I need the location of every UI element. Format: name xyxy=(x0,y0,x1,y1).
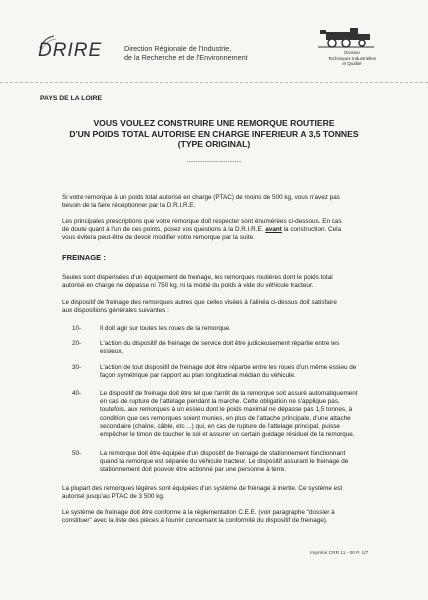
drire-logo xyxy=(30,30,103,61)
freinage-p3-line-2: autorisé jusqu'au PTAC de 3 500 kg. xyxy=(62,493,165,501)
item-4-line-5: secondaire (chaîne, câble, etc ...) qui, en cas de rupture de l'attelage principal, puisse xyxy=(100,422,340,430)
intro-p2-line-1: Les principales prescriptions que votre remorque doit respecter sont énumérées ci-dessous. En cas xyxy=(62,218,342,225)
logo-text: DRIRE xyxy=(38,40,103,61)
intro-p2-text-a: de doute quant à l'un de ces points, posez vos questions à la D.R.I.R.E. xyxy=(62,226,266,234)
freinage-paragraph-1 xyxy=(62,274,392,290)
freinage-paragraph-3 xyxy=(62,485,392,501)
intro-p2-text-c: la construction. Cela xyxy=(281,226,342,234)
ministry-line-1: Division xyxy=(344,50,360,55)
item-3-line-1: L'action de tout dispositif de freinage doit être répartie entre les roues d'un même essieu de xyxy=(100,364,357,371)
intro-p2-line-2 xyxy=(62,226,392,234)
item-number: 20- xyxy=(72,340,82,347)
item-5-line-3: stationnement doit pouvoir être actionné par une personne à terre. xyxy=(100,466,287,474)
title-line-1: VOUS VOULEZ CONSTRUIRE UNE REMORQUE ROUTIERE xyxy=(93,118,335,128)
title-separator: ------------------------ xyxy=(186,159,242,165)
intro-p1-line-2: besoin de la faire réceptionner par la D.R.I.R.E. xyxy=(62,202,196,210)
item-4-line-3: toutefois, aux remorques à un essieu dont le poids maximal ne dépasse pas 1,5 tonnes, à xyxy=(100,406,353,414)
list-item xyxy=(100,325,392,333)
freinage-p3-line-1: La plupart des remorques légères sont équipées d'un système de freinage à inertie. Ce système est xyxy=(62,485,343,492)
item-5-line-1: La remorque doit être équipée d'un dispositif de freinage de stationnement fonctionnant xyxy=(100,450,346,457)
freinage-paragraph-4 xyxy=(62,509,392,525)
list-item xyxy=(100,450,392,475)
freinage-p1-line-2: autorisé en charge ne dépasse ni 750 kg, ni la moitié du poids à vide du véhicule tracteur. xyxy=(62,282,314,290)
intro-p2-emphasis: avant xyxy=(265,226,282,234)
list-item xyxy=(100,340,392,356)
direction-line-1: Direction Régionale de l'Industrie, xyxy=(124,44,232,53)
item-5-line-2: quand la remorque est séparée du véhicule tracteur. Le dispositif assurant le freinage de xyxy=(100,458,349,466)
locomotive-icon xyxy=(312,24,392,50)
intro-paragraph-1 xyxy=(62,194,392,210)
freinage-p2-line-2: aux dispositions générales suivantes : xyxy=(62,307,169,315)
direction-regionale xyxy=(124,44,304,62)
item-4-line-6: empêcher le timon de toucher le sol et assurer un certain guidage résiduel de la remorque. xyxy=(100,431,355,439)
footer-imprime: Imprimé CRR 11 - 00 P. 1/7 xyxy=(310,551,369,556)
freinage-p4-line-2: constituer" avec la liste des pièces à fournir concernant la conformité du dispositif de freinage). xyxy=(62,517,328,525)
item-4-line-2: en cas de rupture de l'attelage pendant la marche. Cette obligation ne s'applique pas, xyxy=(100,398,340,406)
intro-paragraph-2 xyxy=(62,218,392,243)
freinage-heading: FREINAGE : xyxy=(62,253,106,262)
item-number: 50- xyxy=(72,450,82,457)
list-item xyxy=(100,390,392,439)
ministry-line-3: et Qualité xyxy=(342,61,362,67)
item-2-line-1: L'action du dispositif de freinage de service doit être judicieusement répartie entre les xyxy=(100,340,340,347)
header-divider xyxy=(0,82,428,83)
freinage-p2-line-1: Le dispositif de freinage des remorques autres que celles visées à l'alinéa ci-dessus doit satisfaire xyxy=(62,299,337,306)
item-number: 10- xyxy=(72,325,82,332)
direction-line-2: de la Recherche et de l'Environnement xyxy=(124,53,248,62)
list-item xyxy=(100,364,392,380)
intro-p2-line-3: vous évitera peut-être de devoir modifier votre remorque par la suite. xyxy=(62,234,255,242)
freinage-p1-line-1: Seules sont dispensées d'un équipement de freinage, les remorques routières dont le poids total xyxy=(62,274,333,281)
title-line-3: (TYPE ORIGINAL) xyxy=(177,139,251,150)
item-number: 30- xyxy=(72,364,82,371)
item-3-line-2: façon symétrique par rapport au plan longitudinal médian du véhicule. xyxy=(100,372,296,380)
document-title xyxy=(40,118,388,150)
ministry-line-2: Techniques Industrielles xyxy=(327,55,377,61)
item-4-line-4: condition que ces remorques soient munies, en plus de l'attache principale, d'une attache xyxy=(100,414,351,422)
item-1-line-1: Il doit agir sur toutes les roues de la remorque. xyxy=(100,325,231,332)
freinage-p4-line-1: Le système de freinage doit être conforme à la réglementation C.E.E. (voir paragraphe "dossier à xyxy=(62,509,335,516)
region-label: PAYS DE LA LOIRE xyxy=(40,95,103,102)
freinage-paragraph-2 xyxy=(62,299,392,315)
title-line-2: D'UN POIDS TOTAL AUTORISE EN CHARGE INFERIEUR A 3,5 TONNES xyxy=(69,128,359,139)
ministry-emblem xyxy=(312,24,392,50)
item-number: 40- xyxy=(72,390,82,397)
ministry-division xyxy=(322,50,382,67)
item-4-line-1: Le dispositif de freinage doit être tel que l'arrêt de la remorque soit assuré automatiquement xyxy=(100,390,358,397)
item-2-line-2: essieux. xyxy=(100,348,124,356)
intro-p1-line-1: Si votre remorque à un poids total autorisé en charge (PTAC) de moins de 500 kg, vous n'avez pas xyxy=(62,194,340,201)
